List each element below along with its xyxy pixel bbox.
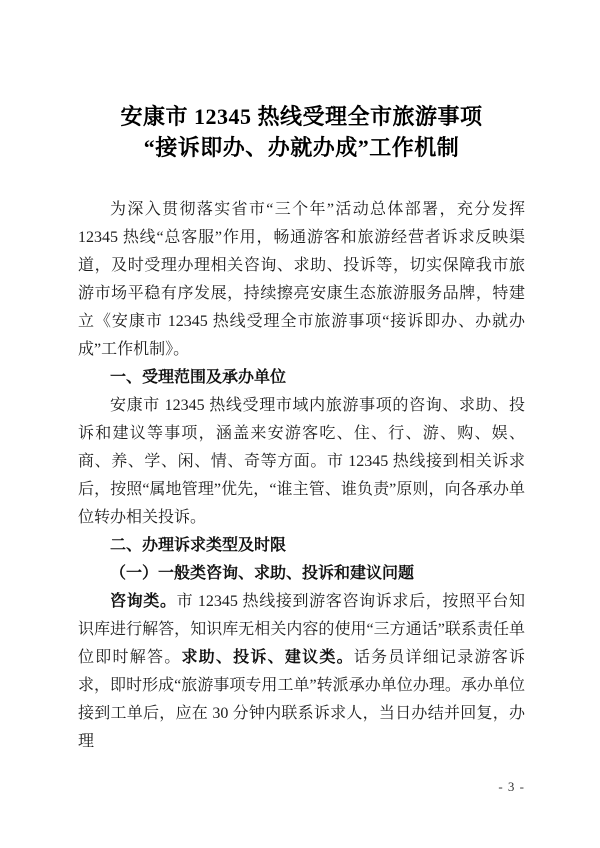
document-body	[78, 196, 525, 756]
emphasized-text-run: （一）一般类咨询、求助、投诉和建议问题	[110, 565, 415, 582]
emphasized-text-run: 二、办理诉求类型及时限	[110, 537, 287, 554]
body-paragraph	[78, 196, 525, 364]
body-paragraph	[78, 392, 525, 532]
body-paragraph	[78, 588, 525, 756]
emphasized-text-run: 咨询类。	[110, 593, 177, 610]
emphasized-text-run: 一、受理范围及承办单位	[110, 369, 287, 386]
page-number: - 3 -	[498, 779, 525, 794]
text-run: 话务员详细记录游客诉求，即时形成“旅游事项专用工单”转派承办单位办理。承办单位接到工单后，应在 30 分钟内联系诉求人，当日办结并回复，办理	[78, 649, 525, 750]
text-run: 安康市 12345 热线受理市域内旅游事项的咨询、求助、投诉和建议等事项，涵盖来安游客吃、住、行、游、购、娱、商、养、学、闲、情、奇等方面。市 12345 热线接到相关诉求后，按照“属地管理”优先，“谁主管、谁负责”原则，向各承办单位转办相关投诉。	[78, 397, 525, 526]
document-title	[78, 101, 525, 163]
section-heading	[78, 560, 525, 588]
emphasized-text-run: 求助、投诉、建议类。	[181, 649, 354, 666]
section-heading	[78, 532, 525, 560]
section-heading	[78, 364, 525, 392]
text-run: 市 12345 热线接到游客咨询诉求后，按照平台知识库进行解答，知识库无相关内容的使用“三方通话”联系责任单位即时解答。	[78, 593, 525, 666]
title-line-2: “接诉即办、办就办成”工作机制	[143, 135, 460, 160]
title-line-1: 安康市 12345 热线受理全市旅游事项	[120, 104, 483, 129]
text-run: 为深入贯彻落实省市“三个年”活动总体部署，充分发挥 12345 热线“总客服”作用，畅通游客和旅游经营者诉求反映渠道，及时受理办理相关咨询、求助、投诉等，切实保障我市旅游市场平稳有序发展，持续擦亮安康生态旅游服务品牌，特建立《安康市 12345 热线受理全市旅游事项“接诉即办、办就办成”工作机制》。	[78, 201, 525, 358]
